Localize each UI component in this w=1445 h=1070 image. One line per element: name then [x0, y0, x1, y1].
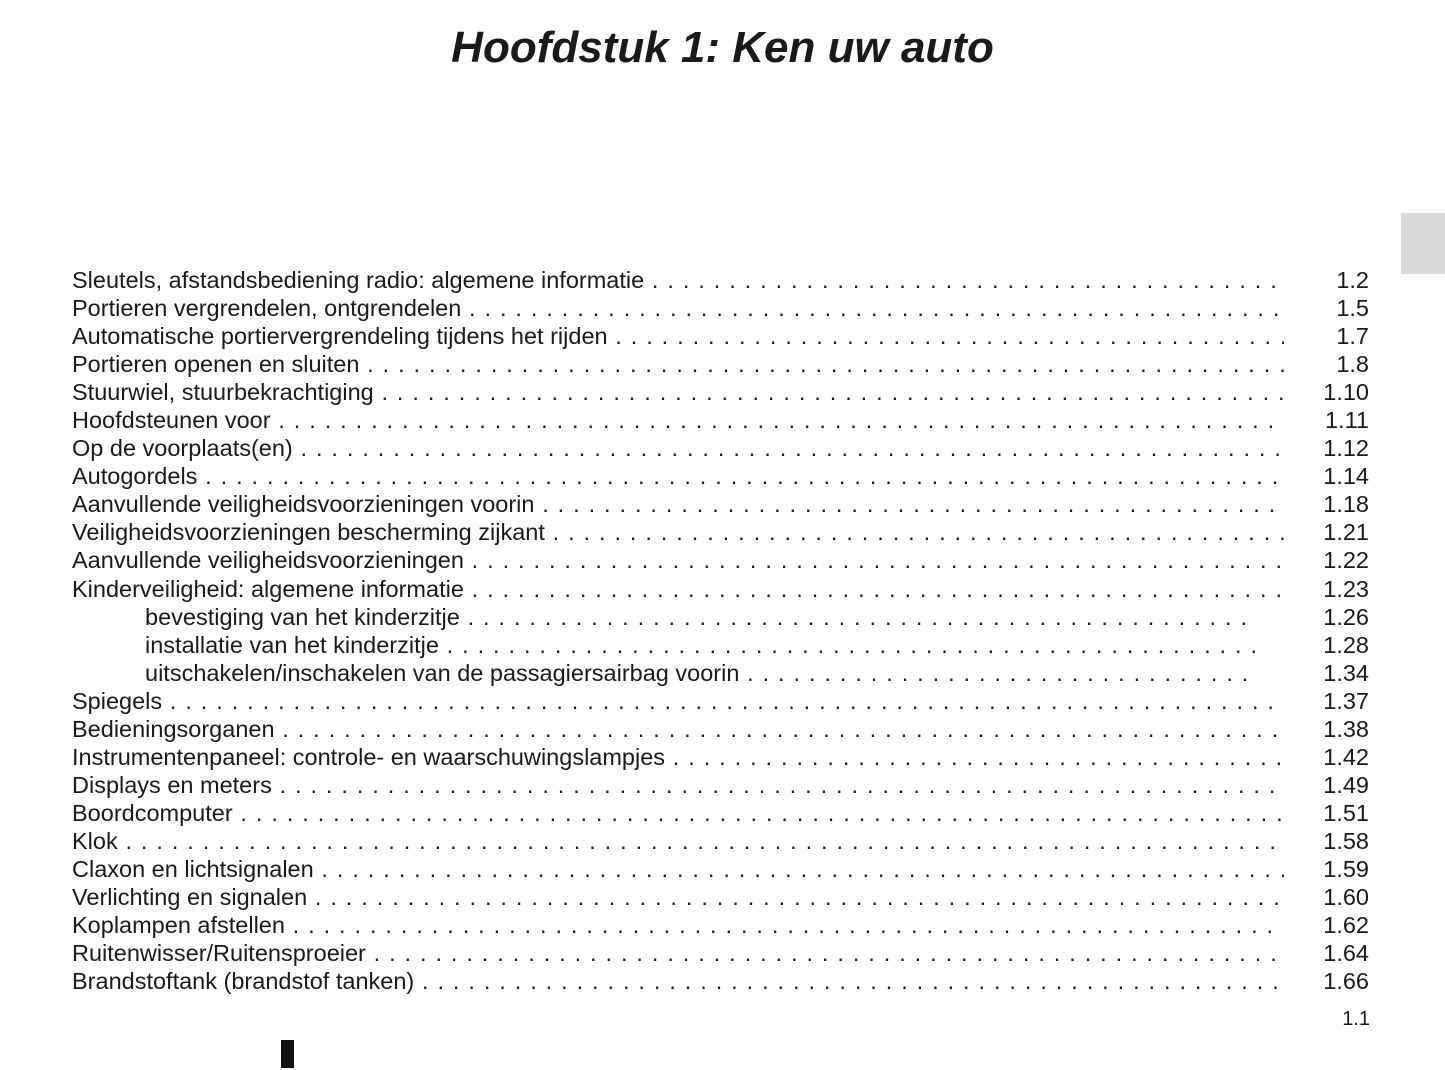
- toc-entry[interactable]: [72, 546, 1372, 574]
- toc-entry[interactable]: [72, 434, 1372, 462]
- chapter-title: Hoofdstuk 1: Ken uw auto: [451, 23, 994, 72]
- toc-entry[interactable]: [72, 855, 1372, 883]
- toc-entry-label: Bedieningsorganen . . .: [72, 715, 1284, 743]
- toc-entry-page: 1.51: [1323, 799, 1369, 826]
- toc-entry-page: 1.22: [1323, 547, 1369, 574]
- toc-entry[interactable]: [72, 687, 1372, 715]
- toc-entry[interactable]: [72, 715, 1372, 743]
- toc-entry-page: 1.2: [1336, 267, 1369, 293]
- toc-entry-page: 1.42: [1323, 743, 1369, 770]
- toc-entry[interactable]: [72, 771, 1372, 799]
- toc-entry-label: Spiegels . . .: [72, 687, 1284, 715]
- toc-entry-label: Klok . . .: [72, 827, 1284, 855]
- toc-entry[interactable]: [72, 799, 1372, 827]
- toc-entry-page: 1.66: [1323, 968, 1369, 995]
- toc-entry[interactable]: [72, 406, 1372, 434]
- toc-entry-label: Sleutels, afstandsbediening radio: algemene informatie . . .: [72, 266, 1284, 294]
- chapter-tab-marker: [1401, 213, 1445, 274]
- toc-entry[interactable]: [72, 518, 1372, 546]
- toc-entry-page: 1.8: [1336, 351, 1369, 378]
- toc-entry-label: Aanvullende veiligheidsvoorzieningen . . .: [72, 546, 1284, 574]
- toc-entry[interactable]: [72, 659, 1372, 687]
- toc-entry[interactable]: [72, 350, 1372, 378]
- toc-entry-label: Kinderveiligheid: algemene informatie . . .: [72, 575, 1284, 603]
- toc-entry-page: 1.38: [1323, 715, 1369, 742]
- toc-entry-page: 1.14: [1323, 463, 1369, 490]
- toc-entry[interactable]: [72, 743, 1372, 771]
- print-registration-mark: [281, 1040, 294, 1068]
- toc-entry-page: 1.18: [1323, 491, 1369, 518]
- toc-entry-page: 1.62: [1323, 912, 1369, 939]
- toc-entry-page: 1.64: [1323, 940, 1369, 967]
- toc-entry[interactable]: [72, 967, 1372, 995]
- toc-entry[interactable]: [72, 911, 1372, 939]
- toc-entry-label: Op de voorplaats(en) . . .: [72, 434, 1284, 462]
- toc-entry[interactable]: [72, 490, 1372, 518]
- toc-entry-page: 1.12: [1323, 435, 1369, 462]
- toc-entry-page: 1.60: [1323, 884, 1369, 911]
- toc-entry[interactable]: [72, 462, 1372, 490]
- toc-entry-page: 1.10: [1323, 379, 1369, 406]
- toc-entry-label: bevestiging van het kinderzitje . . .: [145, 603, 1255, 631]
- toc-entry-page: 1.34: [1323, 659, 1369, 686]
- toc-entry-label: Automatische portiervergrendeling tijdens het rijden . . .: [72, 322, 1284, 350]
- toc-entry-label: Ruitenwisser/Ruitensproeier . . .: [72, 939, 1284, 967]
- toc-entry-page: 1.5: [1336, 295, 1369, 322]
- toc-entry-label: Portieren vergrendelen, ontgrendelen . . .: [72, 294, 1284, 322]
- toc-entry[interactable]: [72, 631, 1372, 659]
- toc-entry-label: Autogordels . . .: [72, 462, 1284, 490]
- toc-entry[interactable]: [72, 827, 1372, 855]
- toc-entry[interactable]: [72, 322, 1372, 350]
- toc-entry-page: 1.11: [1325, 407, 1369, 434]
- table-of-contents: [72, 266, 1372, 995]
- toc-entry-page: 1.58: [1323, 827, 1369, 854]
- toc-entry-label: Portieren openen en sluiten . . .: [72, 350, 1284, 378]
- toc-entry-page: 1.26: [1323, 603, 1369, 630]
- toc-entry[interactable]: [72, 575, 1372, 603]
- toc-entry-page: 1.21: [1323, 519, 1369, 546]
- toc-entry-label: Verlichting en signalen . . .: [72, 883, 1284, 911]
- toc-entry-page: 1.49: [1323, 771, 1369, 798]
- toc-entry[interactable]: [72, 939, 1372, 967]
- toc-entry[interactable]: [72, 378, 1372, 406]
- toc-entry[interactable]: [72, 603, 1372, 631]
- toc-entry-label: Koplampen afstellen . . .: [72, 911, 1284, 939]
- toc-entry-label: Stuurwiel, stuurbekrachtiging . . .: [72, 378, 1284, 406]
- toc-entry-label: Displays en meters . . .: [72, 771, 1284, 799]
- toc-entry-page: 1.28: [1323, 631, 1369, 658]
- page-number: 1.1: [1342, 1008, 1370, 1030]
- toc-entry[interactable]: [72, 294, 1372, 322]
- toc-entry-label: uitschakelen/inschakelen van de passagiersairbag voorin . . .: [145, 659, 1255, 687]
- toc-entry-label: Brandstoftank (brandstof tanken) . . .: [72, 967, 1284, 995]
- toc-entry-page: 1.23: [1323, 575, 1369, 602]
- toc-entry-label: Hoofdsteunen voor . . .: [72, 406, 1284, 434]
- toc-entry-label: Boordcomputer . . .: [72, 799, 1284, 827]
- toc-entry-label: Instrumentenpaneel: controle- en waarschuwingslampjes . . .: [72, 743, 1284, 771]
- toc-entry[interactable]: [72, 266, 1372, 294]
- toc-entry-label: Veiligheidsvoorzieningen bescherming zijkant . . .: [72, 518, 1284, 546]
- toc-entry-label: Aanvullende veiligheidsvoorzieningen voorin . . .: [72, 490, 1284, 518]
- toc-entry-page: 1.37: [1323, 687, 1369, 714]
- toc-entry[interactable]: [72, 883, 1372, 911]
- toc-entry-label: installatie van het kinderzitje . . .: [145, 631, 1255, 659]
- toc-entry-page: 1.7: [1336, 323, 1369, 350]
- toc-entry-label: Claxon en lichtsignalen . . .: [72, 855, 1284, 883]
- toc-entry-page: 1.59: [1323, 855, 1369, 882]
